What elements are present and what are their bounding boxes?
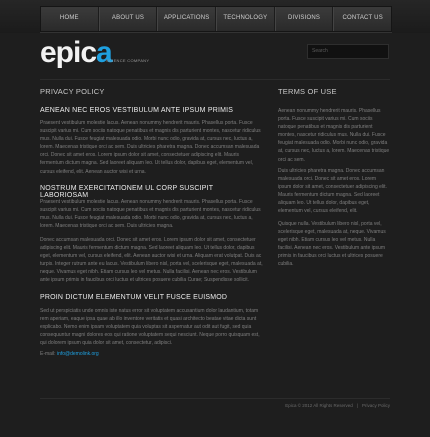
section-heading-1: AENEAN NEC EROS VESTIBULUM ANTE IPSUM PRIMIS xyxy=(40,107,234,114)
nav-item-applications[interactable]: APPLICATIONS xyxy=(157,7,216,31)
section-paragraph-3: Sed ut perspiciatis unde omnis iste natus error sit voluptatem accusantium dolor laudantium, totam rem aperiam, eaque ipsa quae ab illo inventore veritatis et quasi architecto beatae vitae dicta sunt explicabo. Nemo enim ipsam voluptatem quia voluptas sit aspernatur aut odit aut fugit, sed quia consequuntur magni dolores eos qui ratione voluptatem sequi nesciunt. Neque porro quisquam est, qui dolorem ipsum quia dolor sit amet, consectetur, adipisci. xyxy=(40,308,260,347)
sidebar xyxy=(278,87,390,268)
sidebar-paragraph-1: Aenean nonummy hendrerit mauris. Phasellus porta. Fusce suscipit varius mi. Cum sociis natoque penatibus et magnis dis parturient montes, nascetur ridiculus mus. Nulla dui. Fusce feugiat malesuada odio. Morbi nunc odio, gravida at, cursus nec, luctus a, lorem. Maecenas tristique orci ac sem. xyxy=(278,108,390,163)
sidebar-paragraph-2: Duis ultricies pharetra magna. Donec accumsan malesuada orci. Donec sit amet eros. Lorem ipsum dolor sit amet, consectetuer adipiscing elit. Mauris fermentum dictum magna. Sed laoreet aliquam leo. Ut tellus dolor, dapibus eget, elementum vel, cursus eleifend, elit. xyxy=(278,168,387,215)
footer xyxy=(40,403,390,408)
section-paragraph-2b: Donec accumsan malesuada orci. Donec sit amet eros. Lorem ipsum dolor sit amet, consectetuer adipiscing elit. Mauris fermentum dictum magna. Sed laoreet aliquam leo. Ut tellus dolor, dapibus eget, elementum vel, cursus eleifend, elit. Aenean auctor wisi et urna. Aliquam erat volutpat. Duis ac turpis. Integer rutrum ante eu lacus. Vestibulum libero nisl, porta vel, scelerisque eget, malesuada at, neque. Vivamus eget nibh. Etiam cursus leo vel metus. Nulla facilisi. Aenean nec eros. Vestibulum ante ipsum primis in faucibus orci luctus et ultrices posuere cubilia Curae; Suspendisse sollicit. xyxy=(40,237,263,284)
logo-text-main: epic xyxy=(40,36,97,69)
section-heading-3: PROIN DICTUM ELEMENTUM VELIT FUSCE EUISMOD xyxy=(40,294,228,301)
logo[interactable] xyxy=(40,37,112,69)
nav-item-about-us[interactable]: ABOUT US xyxy=(99,7,158,31)
nav-item-technology[interactable]: TECHNOLOGY xyxy=(216,7,275,31)
header xyxy=(40,33,390,71)
nav-item-contact-us[interactable]: CONTACT US xyxy=(333,7,391,31)
nav-item-home[interactable]: HOME xyxy=(41,7,99,31)
sidebar-title: TERMS OF USE xyxy=(278,87,337,96)
page-title: PRIVACY POLICY xyxy=(40,87,105,96)
sidebar-paragraph-3: Quisque nulla. Vestibulum libero nisl, porta vel, scelerisque eget, malesuada at, neque. Vivamus eget nibh. Etiam cursus leo vel metus. Nulla facilisi. Aenean nec eros. Vestibulum ante ipsum primis in faucibus orci luctus et ultrices posuere cubilia. xyxy=(278,221,386,268)
nav-item-divisions[interactable]: DIVISIONS xyxy=(275,7,334,31)
search-input[interactable]: Search xyxy=(307,44,389,59)
section-paragraph-1: Praesent vestibulum molestie lacus. Aenean nonummy hendrerit mauris. Phasellus porta. Fusce suscipit varius mi. Cum sociis natoque penatibus et magnis dis parturient montes, nascetur ridiculus mus. Nulla dui. Fusce feugiat malesuada odio. Morbi nunc odio, gravida at, cursus nec, luctus a, lorem. Maecenas tristique orci ac sem. Duis ultricies pharetra magna. Donec accumsan malesuada orci. Donec sit amet eros. Lorem ipsum dolor sit amet, consectetuer adipiscing elit. Mauris fermentum dictum magna. Sed laoreet aliquam leo. Ut tellus dolor, dapibus eget, elementum vel, cursus eleifend, elit. Aenean auctor wisi et urna. xyxy=(40,120,261,175)
footer-separator: | xyxy=(356,403,358,408)
section-paragraph-2a: Praesent vestibulum molestie lacus. Aenean nonummy hendrerit mauris. Phasellus porta. Fusce suscipit varius mi. Cum sociis natoque penatibus et magnis dis parturient montes, nascetur ridiculus mus. Nulla dui. Fusce feugiat malesuada odio. Morbi nunc odio, gravida at, cursus nec, luctus a, lorem. Maecenas tristique orci ac sem. Duis ultricies magna. xyxy=(40,199,261,230)
email-link[interactable]: info@demolink.org xyxy=(56,351,99,357)
email-line xyxy=(40,351,99,357)
section-heading-2: NOSTRUM EXERCITATIONEM UL CORP SUSCIPIT LABORIOSAM xyxy=(40,185,214,199)
email-label: E-mail: xyxy=(40,351,56,357)
footer-copyright: Epica © 2012 All Rights Reserved xyxy=(285,403,353,408)
main-nav xyxy=(40,6,392,32)
header-divider xyxy=(40,79,390,80)
main-content xyxy=(40,87,263,357)
logo-tagline: SCIENCE COMPANY xyxy=(106,58,150,63)
logo-text-accent: a xyxy=(96,36,112,69)
footer-privacy-link[interactable]: Privacy Policy xyxy=(361,403,390,408)
footer-divider xyxy=(40,398,390,399)
